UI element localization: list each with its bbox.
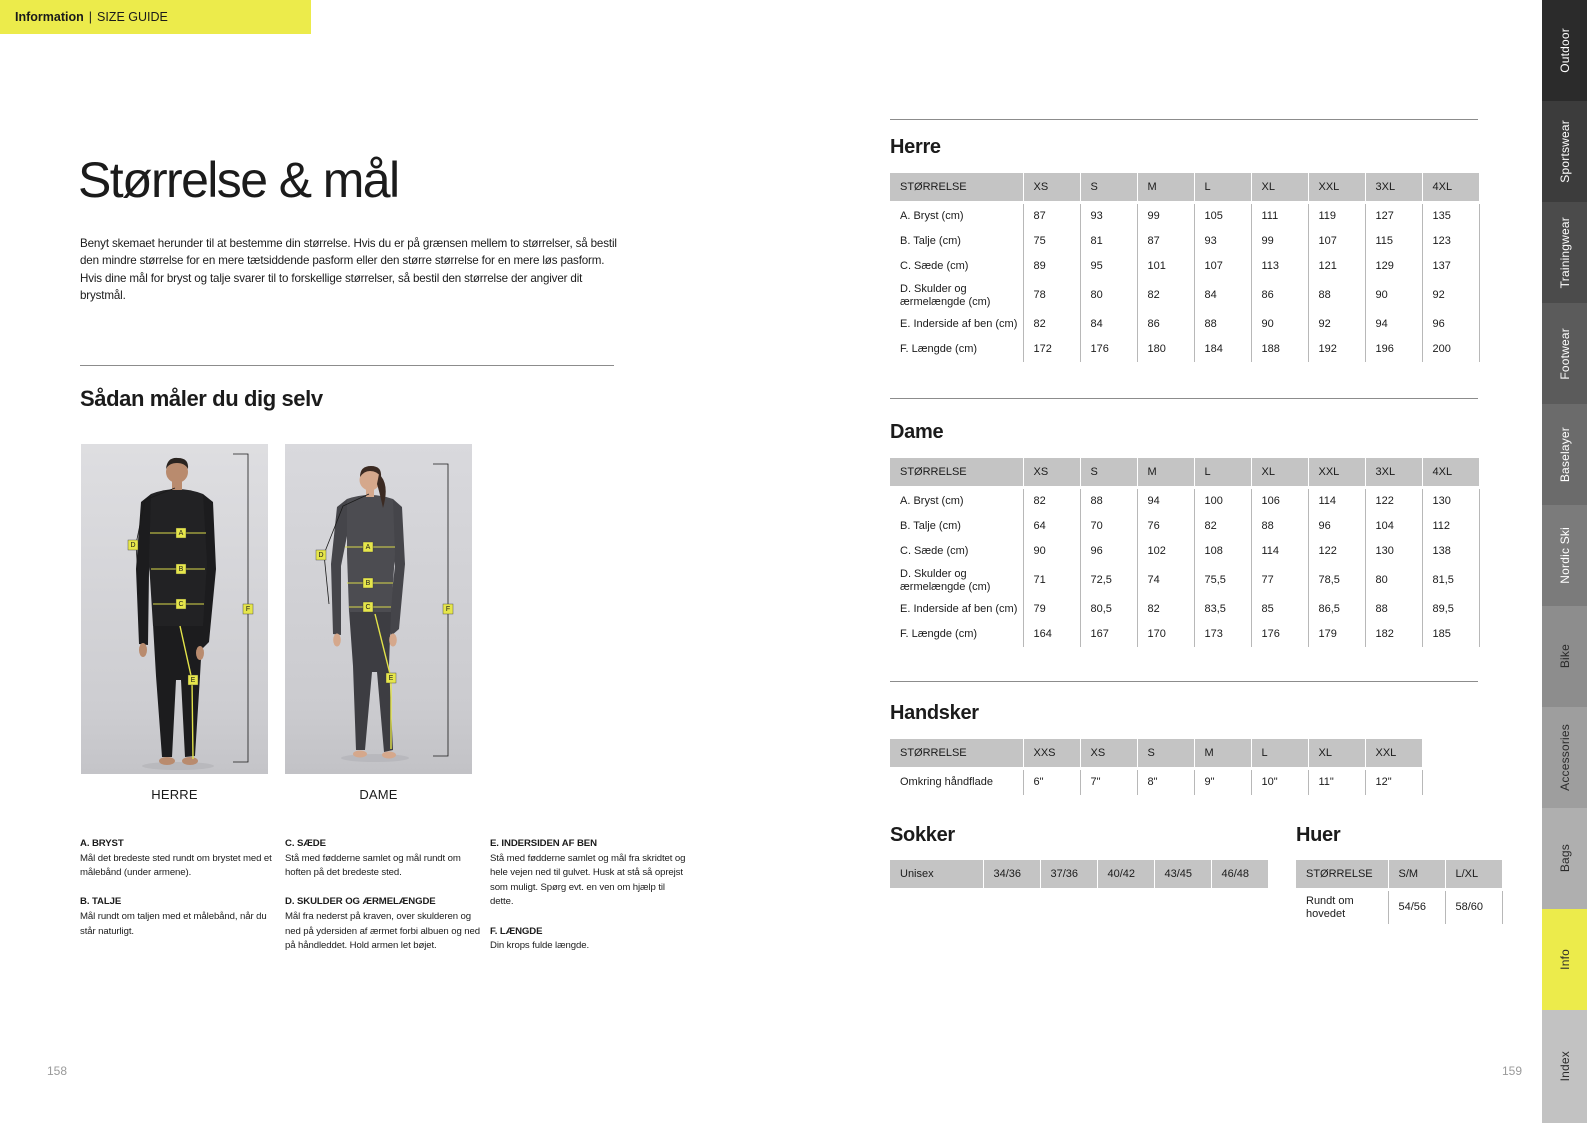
- side-tab-footwear[interactable]: [1542, 303, 1587, 404]
- instructions-column-2: [285, 837, 481, 968]
- sokker-size-table: [890, 860, 1268, 888]
- measurement-label-cell: A. Bryst (cm): [900, 495, 964, 508]
- measurement-value-cell: 82: [1023, 312, 1080, 337]
- figure-right-hand: [196, 646, 204, 660]
- herre-photo: [81, 444, 268, 774]
- size-column-header: 3XL: [1365, 173, 1422, 201]
- marker-e: [188, 675, 198, 685]
- measurement-label-cell: Rundt om hovedet: [1306, 895, 1354, 920]
- table-row: [890, 622, 1479, 647]
- measurement-value-cell: 102: [1137, 539, 1194, 564]
- measurement-value-cell: 170: [1137, 622, 1194, 647]
- measurement-value-cell: 96: [1422, 312, 1479, 337]
- marker-d-label: D: [318, 551, 324, 559]
- size-column-header: 37/36: [1040, 860, 1097, 888]
- figure-left-foot: [353, 751, 367, 758]
- measurement-value-cell: 89: [1023, 254, 1080, 279]
- measurement-value-cell: 83,5: [1194, 597, 1251, 622]
- size-column-header: L: [1251, 739, 1308, 767]
- size-column-header: S/M: [1388, 860, 1445, 888]
- measurement-label-cell: C. Sæde (cm): [900, 260, 969, 273]
- section-tag-section: Information: [15, 10, 84, 24]
- herre-figure-illustration: [81, 444, 268, 774]
- instruction-waist: [80, 895, 276, 939]
- size-column-header: XL: [1251, 173, 1308, 201]
- row-label-header: STØRRELSE: [890, 739, 1023, 767]
- measurement-value-cell: 71: [1023, 564, 1080, 597]
- measurement-value-cell: 6": [1023, 770, 1080, 795]
- side-tab-index[interactable]: [1542, 1010, 1587, 1123]
- marker-c: [363, 602, 373, 612]
- size-column-header: XS: [1023, 458, 1080, 486]
- measurement-value-cell: 79: [1023, 597, 1080, 622]
- section-tag-separator: |: [88, 10, 92, 24]
- measurement-value-cell: 74: [1137, 564, 1194, 597]
- measurement-value-cell: 78,5: [1308, 564, 1365, 597]
- section-tag-label: SIZE GUIDE: [97, 10, 168, 24]
- dame-figure-illustration: [285, 444, 472, 774]
- figure-right-hand: [389, 634, 397, 647]
- measurement-value-cell: 95: [1080, 254, 1137, 279]
- marker-d-label: D: [130, 541, 136, 549]
- side-tab-label: Bike: [1557, 644, 1572, 669]
- table-row: [890, 564, 1479, 597]
- measurement-value-cell: 10": [1251, 770, 1308, 795]
- table-row: [1296, 891, 1502, 924]
- handsker-title: Handsker: [890, 702, 979, 724]
- huer-title: Huer: [1296, 824, 1341, 846]
- measurement-value-cell: 88: [1251, 514, 1308, 539]
- measurement-value-cell: 88: [1308, 279, 1365, 312]
- side-tab-info[interactable]: [1542, 909, 1587, 1010]
- floor-shadow: [341, 754, 409, 762]
- size-column-header: S: [1080, 458, 1137, 486]
- measurement-value-cell: 182: [1365, 622, 1422, 647]
- measurement-value-cell: 96: [1308, 514, 1365, 539]
- measurement-value-cell: 8": [1137, 770, 1194, 795]
- instruction-heading: E. INDERSIDEN AF BEN: [490, 838, 597, 849]
- marker-f: [443, 604, 453, 614]
- marker-b: [176, 564, 186, 574]
- marker-c-label: C: [178, 600, 184, 608]
- measurement-label-cell: B. Talje (cm): [900, 520, 961, 533]
- measurement-value-cell: 84: [1080, 312, 1137, 337]
- size-column-header: XXS: [1023, 739, 1080, 767]
- measurement-label-cell: E. Inderside af ben (cm): [900, 318, 1018, 331]
- measurement-value-cell: 92: [1422, 279, 1479, 312]
- row-label-header: STØRRELSE: [890, 173, 1023, 201]
- measurement-value-cell: 106: [1251, 489, 1308, 514]
- sokker-title: Sokker: [890, 824, 955, 846]
- side-tab-label: Accessories: [1557, 724, 1572, 791]
- measurement-value-cell: 119: [1308, 204, 1365, 229]
- measurement-value-cell: 11": [1308, 770, 1365, 795]
- measurement-value-cell: 86,5: [1308, 597, 1365, 622]
- handsker-divider: [890, 681, 1478, 682]
- size-column-header: L/XL: [1445, 860, 1502, 888]
- measurement-label-cell: A. Bryst (cm): [900, 210, 964, 223]
- measurement-value-cell: 12": [1365, 770, 1422, 795]
- marker-c-label: C: [365, 603, 371, 611]
- dame-photo: [285, 444, 472, 774]
- instruction-text: Stå med fødderne samlet og mål rundt om hoften på det bredeste sted.: [285, 852, 461, 879]
- size-column-header: L: [1194, 458, 1251, 486]
- handsker-size-table: [890, 739, 1423, 795]
- instructions-column-1: [80, 837, 276, 954]
- measurement-value-cell: 88: [1194, 312, 1251, 337]
- section-tag: [0, 0, 311, 34]
- measurement-value-cell: 88: [1365, 597, 1422, 622]
- measurement-value-cell: 82: [1137, 279, 1194, 312]
- dame-caption: DAME: [359, 787, 398, 802]
- table-row: [890, 539, 1479, 564]
- table-header-row: [890, 458, 1479, 486]
- measurement-value-cell: 108: [1194, 539, 1251, 564]
- measurement-value-cell: 99: [1137, 204, 1194, 229]
- side-tab-sportswear[interactable]: [1542, 101, 1587, 202]
- measurement-value-cell: 70: [1080, 514, 1137, 539]
- instruction-length: [490, 925, 686, 954]
- measurement-value-cell: 107: [1194, 254, 1251, 279]
- measurement-value-cell: 176: [1251, 622, 1308, 647]
- measurement-value-cell: 84: [1194, 279, 1251, 312]
- measurement-label-cell: D. Skulder og ærmelængde (cm): [900, 568, 991, 593]
- huer-size-table: [1296, 860, 1503, 924]
- table-row: [890, 204, 1479, 229]
- measurement-value-cell: 135: [1422, 204, 1479, 229]
- table-row: [890, 312, 1479, 337]
- measurement-value-cell: 105: [1194, 204, 1251, 229]
- measurement-label-cell: Omkring håndflade: [900, 776, 993, 789]
- measurement-value-cell: 113: [1251, 254, 1308, 279]
- measurement-value-cell: 58/60: [1445, 891, 1502, 924]
- instruction-heading: B. TALJE: [80, 896, 122, 908]
- instruction-shoulder-sleeve: [285, 895, 481, 953]
- page-number-right: 159: [1502, 1064, 1523, 1078]
- table-row: [890, 770, 1422, 795]
- measurement-value-cell: 172: [1023, 337, 1080, 362]
- instruction-hip: [285, 837, 481, 881]
- size-column-header: XXL: [1365, 739, 1422, 767]
- table-header-row: [890, 739, 1422, 767]
- table-row: [890, 514, 1479, 539]
- measurement-value-cell: 93: [1080, 204, 1137, 229]
- measurement-value-cell: 176: [1080, 337, 1137, 362]
- size-column-header: S: [1137, 739, 1194, 767]
- measurement-value-cell: 121: [1308, 254, 1365, 279]
- measurement-value-cell: 167: [1080, 622, 1137, 647]
- measurement-value-cell: 9": [1194, 770, 1251, 795]
- size-column-header: 40/42: [1097, 860, 1154, 888]
- measurement-value-cell: 130: [1422, 489, 1479, 514]
- side-tab-label: Info: [1557, 949, 1572, 970]
- measurement-value-cell: 7": [1080, 770, 1137, 795]
- dame-divider: [890, 398, 1478, 399]
- marker-f: [243, 604, 253, 614]
- instructions-column-3: [490, 837, 686, 968]
- marker-b: [363, 578, 373, 588]
- side-tab-bike[interactable]: [1542, 606, 1587, 707]
- figure-left-hand: [139, 643, 147, 657]
- size-column-header: XL: [1251, 458, 1308, 486]
- measurement-label-cell: E. Inderside af ben (cm): [900, 603, 1018, 616]
- measurement-value-cell: 90: [1023, 539, 1080, 564]
- measurement-value-cell: 115: [1365, 229, 1422, 254]
- size-column-header: 46/48: [1211, 860, 1268, 888]
- measurement-value-cell: 94: [1365, 312, 1422, 337]
- instruction-heading: C. SÆDE: [285, 838, 326, 849]
- marker-f-label: F: [445, 605, 451, 613]
- herre-divider: [890, 119, 1478, 120]
- measurement-value-cell: 107: [1308, 229, 1365, 254]
- side-tab-label: Trainingwear: [1557, 216, 1572, 289]
- floor-shadow: [142, 762, 214, 770]
- figure-left-hand: [333, 634, 341, 647]
- measurement-value-cell: 196: [1365, 337, 1422, 362]
- measurement-value-cell: 85: [1251, 597, 1308, 622]
- measurement-value-cell: 111: [1251, 204, 1308, 229]
- size-column-header: XL: [1308, 739, 1365, 767]
- figure-right-foot: [382, 752, 396, 759]
- row-label-header: STØRRELSE: [1296, 860, 1388, 888]
- marker-a: [176, 528, 186, 538]
- size-column-header: 43/45: [1154, 860, 1211, 888]
- size-column-header: XXL: [1308, 458, 1365, 486]
- measurement-value-cell: 180: [1137, 337, 1194, 362]
- dame-size-table: [890, 458, 1480, 647]
- measurement-value-cell: 80: [1365, 564, 1422, 597]
- measurement-value-cell: 80: [1080, 279, 1137, 312]
- measurement-value-cell: 188: [1251, 337, 1308, 362]
- marker-e: [386, 673, 396, 683]
- measurement-value-cell: 81,5: [1422, 564, 1479, 597]
- instruction-text: Mål rundt om taljen med et målebånd, når du står naturligt.: [80, 910, 267, 937]
- measurement-value-cell: 173: [1194, 622, 1251, 647]
- instruction-text: Stå med fødderne samlet og mål fra skridtet og hele vejen ned til gulvet. Husk at stå så oprejst som muligt. Spørg evt. en ven om hjælp til dette.: [490, 852, 686, 908]
- measurement-value-cell: 104: [1365, 514, 1422, 539]
- side-tab-label: Bags: [1557, 844, 1572, 873]
- size-column-header: 4XL: [1422, 173, 1479, 201]
- measurement-value-cell: 90: [1251, 312, 1308, 337]
- herre-caption: HERRE: [151, 787, 198, 802]
- measurement-value-cell: 87: [1137, 229, 1194, 254]
- measurement-value-cell: 184: [1194, 337, 1251, 362]
- marker-a-label: A: [178, 529, 184, 537]
- row-label-header: Unisex: [890, 860, 983, 888]
- measurement-value-cell: 82: [1023, 489, 1080, 514]
- measurement-value-cell: 138: [1422, 539, 1479, 564]
- marker-a-label: A: [365, 543, 371, 551]
- size-column-header: 34/36: [983, 860, 1040, 888]
- instruction-inseam: [490, 837, 686, 910]
- measurement-value-cell: 179: [1308, 622, 1365, 647]
- marker-e-label: E: [190, 676, 196, 684]
- measurement-value-cell: 81: [1080, 229, 1137, 254]
- page-title: Størrelse & mål: [78, 152, 399, 208]
- measurement-value-cell: 76: [1137, 514, 1194, 539]
- measurement-value-cell: 185: [1422, 622, 1479, 647]
- figure-left-foot: [159, 757, 175, 765]
- measurement-value-cell: 89,5: [1422, 597, 1479, 622]
- side-tab-accessories[interactable]: [1542, 707, 1587, 808]
- instruction-text: Mål fra nederst på kraven, over skulderen og ned på ydersiden af ærmet forbi albuen og ned på håndleddet. Hold armen let bøjet.: [285, 910, 480, 952]
- measurement-value-cell: 90: [1365, 279, 1422, 312]
- measurement-value-cell: 99: [1251, 229, 1308, 254]
- measurement-value-cell: 100: [1194, 489, 1251, 514]
- side-tab-bags[interactable]: [1542, 808, 1587, 909]
- measurement-label-cell: C. Sæde (cm): [900, 545, 969, 558]
- table-header-row: [1296, 860, 1502, 888]
- measurement-value-cell: 93: [1194, 229, 1251, 254]
- table-row: [890, 337, 1479, 362]
- size-column-header: M: [1137, 458, 1194, 486]
- marker-d: [128, 540, 138, 550]
- dame-title: Dame: [890, 421, 944, 443]
- measurement-value-cell: 164: [1023, 622, 1080, 647]
- instruction-heading: D. SKULDER OG ÆRMELÆNGDE: [285, 896, 436, 908]
- measurement-value-cell: 86: [1251, 279, 1308, 312]
- measurement-value-cell: 94: [1137, 489, 1194, 514]
- measurement-value-cell: 77: [1251, 564, 1308, 597]
- size-column-header: 3XL: [1365, 458, 1422, 486]
- side-tab-baselayer[interactable]: [1542, 404, 1587, 505]
- herre-size-table: [890, 173, 1480, 362]
- table-row: [890, 229, 1479, 254]
- instruction-heading: A. BRYST: [80, 838, 124, 849]
- measurement-value-cell: 64: [1023, 514, 1080, 539]
- side-tab-label: Outdoor: [1557, 28, 1572, 73]
- measurement-value-cell: 123: [1422, 229, 1479, 254]
- instruction-heading: F. LÆNGDE: [490, 925, 543, 937]
- side-tab-trainingwear[interactable]: [1542, 202, 1587, 303]
- measurement-value-cell: 114: [1251, 539, 1308, 564]
- side-tab-nordic-ski[interactable]: [1542, 505, 1587, 606]
- page-number-left: 158: [47, 1064, 68, 1078]
- size-column-header: L: [1194, 173, 1251, 201]
- measurement-value-cell: 88: [1080, 489, 1137, 514]
- measurement-value-cell: 137: [1422, 254, 1479, 279]
- size-column-header: XXL: [1308, 173, 1365, 201]
- size-column-header: M: [1194, 739, 1251, 767]
- figure-right-foot: [182, 757, 198, 765]
- measurement-value-cell: 82: [1194, 514, 1251, 539]
- measurement-value-cell: 75: [1023, 229, 1080, 254]
- marker-a: [363, 542, 373, 552]
- instruction-chest: [80, 837, 276, 881]
- table-row: [890, 279, 1479, 312]
- table-header-row: [890, 173, 1479, 201]
- measurement-value-cell: 192: [1308, 337, 1365, 362]
- measurement-value-cell: 92: [1308, 312, 1365, 337]
- side-tab-outdoor[interactable]: [1542, 0, 1587, 101]
- measurement-label-cell: F. Længde (cm): [900, 343, 978, 356]
- marker-f-label: F: [245, 605, 251, 613]
- measurement-value-cell: 86: [1137, 312, 1194, 337]
- table-row: [890, 597, 1479, 622]
- size-column-header: XS: [1023, 173, 1080, 201]
- measurement-value-cell: 112: [1422, 514, 1479, 539]
- measurement-value-cell: 114: [1308, 489, 1365, 514]
- size-column-header: S: [1080, 173, 1137, 201]
- measurement-value-cell: 87: [1023, 204, 1080, 229]
- size-column-header: M: [1137, 173, 1194, 201]
- table-header-row: [890, 860, 1268, 888]
- side-tab-label: Footwear: [1557, 327, 1572, 380]
- measurement-value-cell: 122: [1365, 489, 1422, 514]
- marker-b-label: B: [178, 565, 184, 573]
- measurement-label-cell: F. Længde (cm): [900, 628, 978, 641]
- size-column-header: 4XL: [1422, 458, 1479, 486]
- instruction-text: Mål det bredeste sted rundt om brystet med et målebånd (under armene).: [80, 852, 272, 879]
- figure-torso: [347, 495, 395, 612]
- marker-c: [176, 599, 186, 609]
- category-tab-rail: [1542, 0, 1587, 1123]
- size-column-header: XS: [1080, 739, 1137, 767]
- measure-subtitle: Sådan måler du dig selv: [80, 386, 323, 411]
- intro-paragraph: Benyt skemaet herunder til at bestemme din størrelse. Hvis du er på grænsen mellem to størrelser, så bestil den mindre størrelse for en mere tætsiddende pasform eller den større størrelse for en mere løs pasform. Hvis dine mål for bryst og talje svarer til to forskellige størrelser, så bestil den størrelse der angiver dit brystmål.: [80, 237, 617, 302]
- measurement-value-cell: 130: [1365, 539, 1422, 564]
- marker-e-label: E: [388, 674, 394, 682]
- side-tab-label: Baselayer: [1557, 426, 1572, 483]
- marker-d: [316, 550, 326, 560]
- measurement-value-cell: 127: [1365, 204, 1422, 229]
- measurement-value-cell: 96: [1080, 539, 1137, 564]
- left-divider: [80, 365, 614, 366]
- measurement-value-cell: 200: [1422, 337, 1479, 362]
- measurement-value-cell: 82: [1137, 597, 1194, 622]
- row-label-header: STØRRELSE: [890, 458, 1023, 486]
- measurement-value-cell: 129: [1365, 254, 1422, 279]
- measurement-label-cell: B. Talje (cm): [900, 235, 961, 248]
- measurement-label-cell: D. Skulder og ærmelængde (cm): [900, 283, 991, 308]
- measurement-value-cell: 101: [1137, 254, 1194, 279]
- instruction-text: Din krops fulde længde.: [490, 940, 590, 952]
- measurement-value-cell: 78: [1023, 279, 1080, 312]
- measurement-value-cell: 75,5: [1194, 564, 1251, 597]
- herre-title: Herre: [890, 136, 941, 158]
- measurement-value-cell: 54/56: [1388, 891, 1445, 924]
- side-tab-label: Nordic Ski: [1557, 527, 1572, 584]
- side-tab-label: Sportswear: [1557, 120, 1572, 183]
- side-tab-label: Index: [1557, 1051, 1572, 1082]
- measurement-value-cell: 122: [1308, 539, 1365, 564]
- table-row: [890, 254, 1479, 279]
- measurement-value-cell: 72,5: [1080, 564, 1137, 597]
- marker-b-label: B: [365, 579, 371, 587]
- table-row: [890, 489, 1479, 514]
- measurement-value-cell: 80,5: [1080, 597, 1137, 622]
